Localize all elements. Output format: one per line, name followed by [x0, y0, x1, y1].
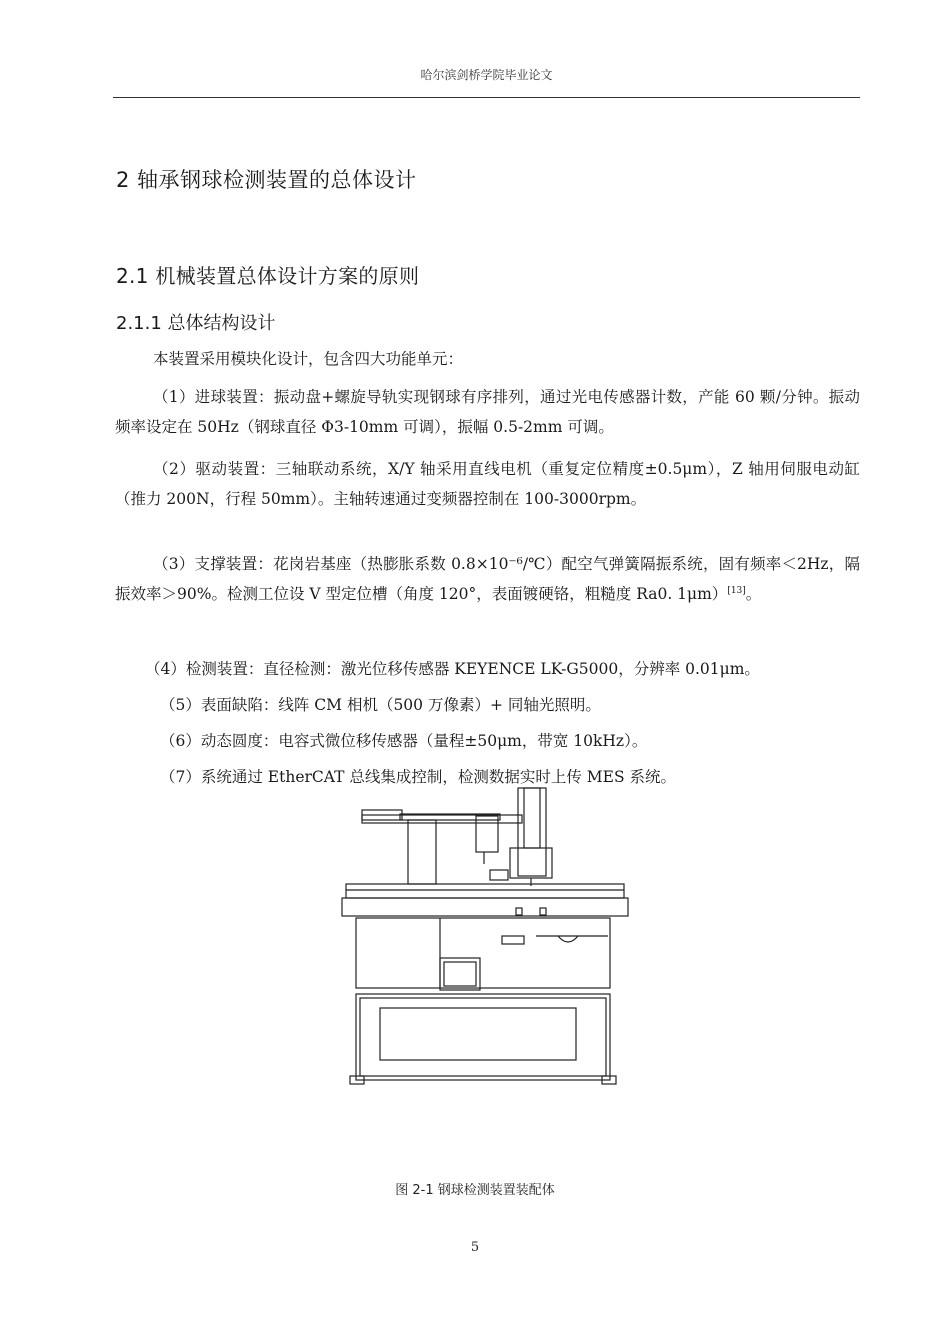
page-header: 哈尔滨剑桥学院毕业论文	[420, 68, 553, 82]
intro-paragraph: 本装置采用模块化设计，包含四大功能单元：	[153, 350, 464, 368]
page-number: 5	[470, 1240, 480, 1255]
item-7-paragraph: （7）系统通过 EtherCAT 总线集成控制，检测数据实时上传 MES 系统。	[160, 768, 677, 786]
assembly-drawing	[340, 786, 630, 1086]
subsection-title: 2.1.1 总体结构设计	[116, 313, 276, 334]
item-3-paragraph	[115, 549, 860, 609]
citation-ref: [13]	[727, 586, 746, 596]
item-2-paragraph: （2）驱动装置：三轴联动系统，X/Y 轴采用直线电机（重复定位精度±0.5μm），Z 轴用伺服电动缸（推力 200N，行程 50mm）。主轴转速通过变频器控制在 100-3000rpm。	[115, 460, 860, 508]
section-title: 2.1 机械装置总体设计方案的原则	[116, 264, 420, 288]
item-4-paragraph: （4）检测装置：直径检测：激光位移传感器 KEYENCE LK-G5000，分辨率 0.01μm。	[145, 660, 760, 678]
header-rule	[113, 97, 860, 98]
item-5-paragraph: （5）表面缺陷：线阵 CM 相机（500 万像素）+ 同轴光照明。	[160, 696, 601, 714]
figure-caption: 图 2-1 钢球检测装置装配体	[395, 1183, 555, 1198]
chapter-title: 2 轴承钢球检测装置的总体设计	[116, 168, 417, 192]
item-6-paragraph: （6）动态圆度：电容式微位移传感器（量程±50μm，带宽 10kHz）。	[160, 732, 648, 750]
item-1-paragraph: （1）进球装置：振动盘+螺旋导轨实现钢球有序排列，通过光电传感器计数，产能 60 颗/分钟。振动频率设定在 50Hz（钢球直径 Φ3-10mm 可调），振幅 0.5-2mm 可调。	[115, 388, 860, 436]
item-3-text: （3）支撑装置：花岗岩基座（热膨胀系数 0.8×10⁻⁶/℃）配空气弹簧隔振系统，固有频率＜2Hz，隔振效率＞90%。检测工位设 V 型定位槽（角度 120°，表面镀硬铬，粗糙度 Ra0. 1μm）	[115, 555, 860, 603]
item-3-end: 。	[745, 585, 762, 603]
